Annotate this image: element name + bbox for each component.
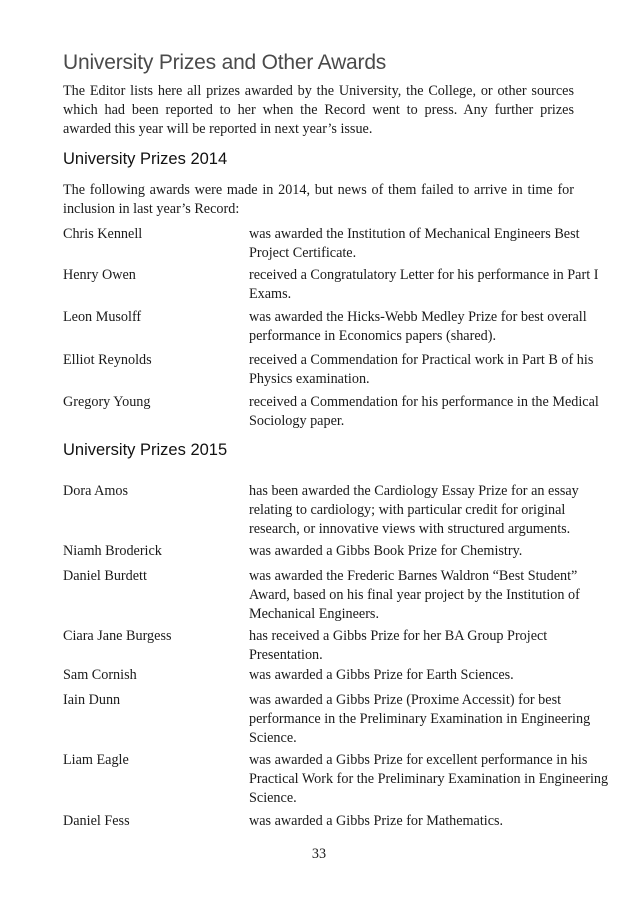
recipient-name: Leon Musolff	[63, 309, 142, 325]
page-title: University Prizes and Other Awards	[63, 51, 387, 74]
award-description: received a Commendation for Practical work in Part B of his Physics examination.	[249, 352, 594, 387]
recipient-name: Elliot Reynolds	[63, 352, 152, 368]
award-entry	[0, 567, 638, 627]
award-description: was awarded a Gibbs Prize for Mathematics.	[249, 813, 504, 829]
recipient-name: Niamh Broderick	[63, 543, 162, 559]
section-2014-note: The following awards were made in 2014, but news of them failed to arrive in time for inclusion in last year’s Record:	[63, 182, 574, 217]
award-description: was awarded the Institution of Mechanical Engineers Best Project Certificate.	[249, 226, 580, 261]
award-description: received a Commendation for his performance in the Medical Sociology paper.	[249, 394, 599, 429]
award-entry	[0, 666, 638, 688]
award-description: was awarded a Gibbs Book Prize for Chemistry.	[249, 543, 523, 559]
award-description: was awarded a Gibbs Prize for Earth Sciences.	[249, 667, 514, 683]
recipient-name: Daniel Burdett	[63, 568, 147, 584]
recipient-name: Ciara Jane Burgess	[63, 628, 172, 644]
award-entry	[0, 225, 638, 265]
award-description: was awarded the Hicks-Webb Medley Prize for best overall performance in Economics papers (shared).	[249, 309, 587, 344]
award-entry	[0, 482, 638, 542]
award-entry	[0, 393, 638, 433]
award-entry	[0, 308, 638, 348]
award-entry	[0, 542, 638, 564]
page-number: 33	[311, 846, 327, 862]
recipient-name: Iain Dunn	[63, 692, 121, 708]
section-heading-2015: University Prizes 2015	[63, 441, 228, 459]
award-entry	[0, 812, 638, 834]
award-entry	[0, 751, 638, 811]
award-entry	[0, 351, 638, 391]
recipient-name: Sam Cornish	[63, 667, 137, 683]
recipient-name: Chris Kennell	[63, 226, 143, 242]
section-heading-2014: University Prizes 2014	[63, 150, 228, 168]
recipient-name: Dora Amos	[63, 483, 129, 499]
award-description: was awarded the Frederic Barnes Waldron “Best Student” Award, based on his final year project by the Institution of Mechanical Engineers.	[249, 568, 580, 622]
recipient-name: Liam Eagle	[63, 752, 129, 768]
award-description: was awarded a Gibbs Prize for excellent performance in his Practical Work for the Preliminary Examination in Engineering Science.	[249, 752, 609, 806]
award-entry	[0, 691, 638, 751]
award-description: has received a Gibbs Prize for her BA Group Project Presentation.	[249, 628, 548, 663]
award-description: has been awarded the Cardiology Essay Prize for an essay relating to cardiology; with particular credit for original research, or innovative views with structured arguments.	[249, 483, 579, 537]
recipient-name: Henry Owen	[63, 267, 136, 283]
recipient-name: Daniel Fess	[63, 813, 130, 829]
award-description: was awarded a Gibbs Prize (Proxime Accessit) for best performance in the Preliminary Examination in Engineering Science.	[249, 692, 591, 746]
award-description: received a Congratulatory Letter for his performance in Part I Exams.	[249, 267, 599, 302]
award-entry	[0, 627, 638, 667]
recipient-name: Gregory Young	[63, 394, 151, 410]
intro-paragraph: The Editor lists here all prizes awarded by the University, the College, or other sources which had been reported to her when the Record went to press. Any further prizes awarded this year will be reported in next year’s issue.	[63, 83, 574, 137]
award-entry	[0, 266, 638, 306]
